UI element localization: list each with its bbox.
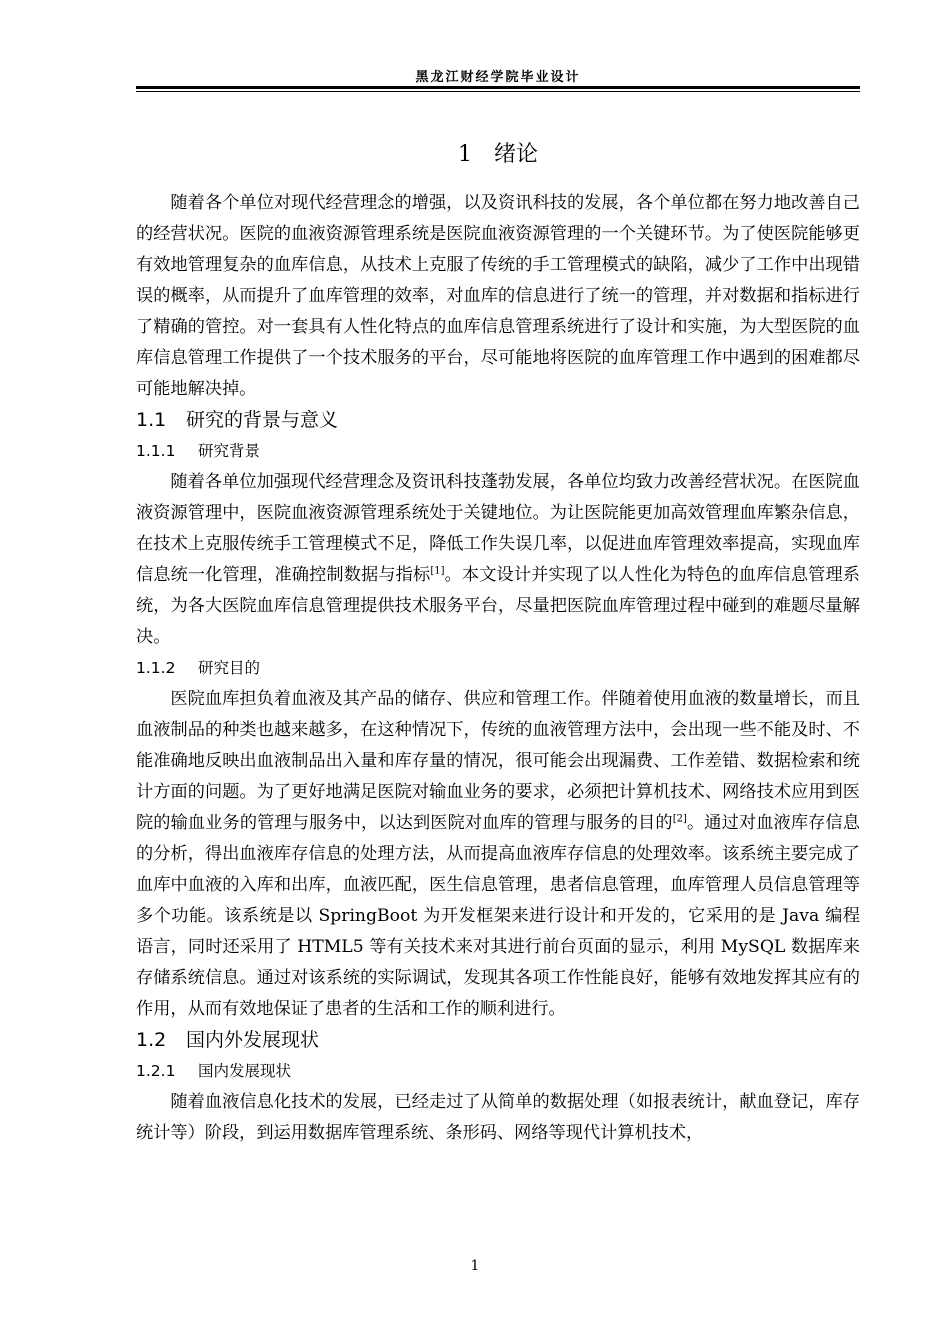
paragraph-text: 医院血库担负着血液及其产品的储存、供应和管理工作。伴随着使用血液的数量增长，而且血液制品的种类也越来越多，在这种情况下，传统的血液管理方法中，会出现一些不能及时、不能准确地反映出血液制品出入量和库存量的情况，很可能会出现漏费、工作差错、数据检索和统计方面的问题。为了更好地满足医院对输血业务的要求，必须把计算机技术、网络技术应用到医院的输血业务的管理与服务中，以达到医院对血库的管理与服务的目的 — [136, 689, 860, 833]
section-title: 国内外发展现状 — [186, 1029, 320, 1051]
paragraph-text: 随着各单位加强现代经营理念及资讯科技蓬勃发展，各单位均致力改善经营状况。在医院血液资源管理中，医院血液资源管理系统处于关键地位。为让医院能更加高效管理血库繁杂信息，在技术上克服传统手工管理模式不足，降低工作失误几率，以促进血库管理效率提高，实现血库信息统一化管理，准确控制数据与指标 — [136, 472, 860, 585]
citation: [2] — [672, 813, 687, 825]
section-title: 研究的背景与意义 — [186, 409, 339, 431]
subsection-number: 1.1.1 — [136, 442, 176, 460]
subsection-heading-1-2-1 — [136, 1056, 860, 1087]
subsection-title: 研究背景 — [198, 442, 261, 460]
subsection-title: 国内发展现状 — [198, 1062, 292, 1080]
subsection-title: 研究目的 — [198, 659, 261, 677]
subsection-heading-1-1-2 — [136, 653, 860, 684]
section-heading-1-1 — [136, 405, 860, 436]
section-number: 1.2 — [136, 1029, 167, 1051]
page-number: 1 — [470, 1258, 480, 1274]
page-content — [136, 140, 860, 1149]
running-header: 黑龙江财经学院毕业设计 — [415, 70, 581, 85]
section-heading-1-2 — [136, 1025, 860, 1056]
purpose-paragraph — [136, 684, 860, 1025]
background-paragraph — [136, 467, 860, 653]
paragraph-text: 。本文设计并实现了以人性化为特色的血库信息管理系统，为各大医院血库信息管理提供技术服务平台，尽量把医院血库管理过程中碰到的难题尽量解决。 — [136, 565, 860, 647]
intro-paragraph: 随着各个单位对现代经营理念的增强，以及资讯科技的发展，各个单位都在努力地改善自己的经营状况。医院的血液资源管理系统是医院血液资源管理的一个关键环节。为了使医院能够更有效地管理复杂的血库信息，从技术上克服了传统的手工管理模式的缺陷，减少了工作中出现错误的概率，从而提升了血库管理的效率，对血库的信息进行了统一的管理，并对数据和指标进行了精确的管控。对一套具有人性化特点的血库信息管理系统进行了设计和实施，为大型医院的血库信息管理工作提供了一个技术服务的平台，尽可能地将医院的血库管理工作中遇到的困难都尽可能地解决掉。 — [136, 193, 860, 399]
chapter-title-text: 绪论 — [493, 142, 538, 167]
citation: [1] — [430, 565, 445, 577]
paragraph-text: 。通过对血液库存信息的分析，得出血液库存信息的处理方法，从而提高血液库存信息的处理效率。该系统主要完成了血库中血液的入库和出库，血液匹配，医生信息管理，患者信息管理，血库管理人员信息管理等多个功能。该系统是以 SpringBoot 为开发框架来进行设计和开发的，它采用的是 Java 编程语言，同时还采用了 HTML5 等有关技术来对其进行前台页面的显示，利用 MySQL 数据库来存储系统信息。通过对该系统的实际调试，发现其各项工作性能良好，能够有效地发挥其应有的作用，从而有效地保证了患者的生活和工作的顺利进行。 — [136, 813, 860, 1019]
subsection-number: 1.2.1 — [136, 1062, 176, 1080]
subsection-heading-1-1-1 — [136, 436, 860, 467]
header-rule-thin — [136, 91, 860, 92]
header-rule-thick — [136, 86, 860, 89]
chapter-title — [136, 140, 860, 170]
chapter-number: 1 — [457, 142, 472, 167]
section-number: 1.1 — [136, 409, 167, 431]
domestic-status-paragraph: 随着血液信息化技术的发展，已经走过了从简单的数据处理（如报表统计，献血登记，库存统计等）阶段，到运用数据库管理系统、条形码、网络等现代计算机技术， — [136, 1092, 860, 1143]
subsection-number: 1.1.2 — [136, 659, 176, 677]
